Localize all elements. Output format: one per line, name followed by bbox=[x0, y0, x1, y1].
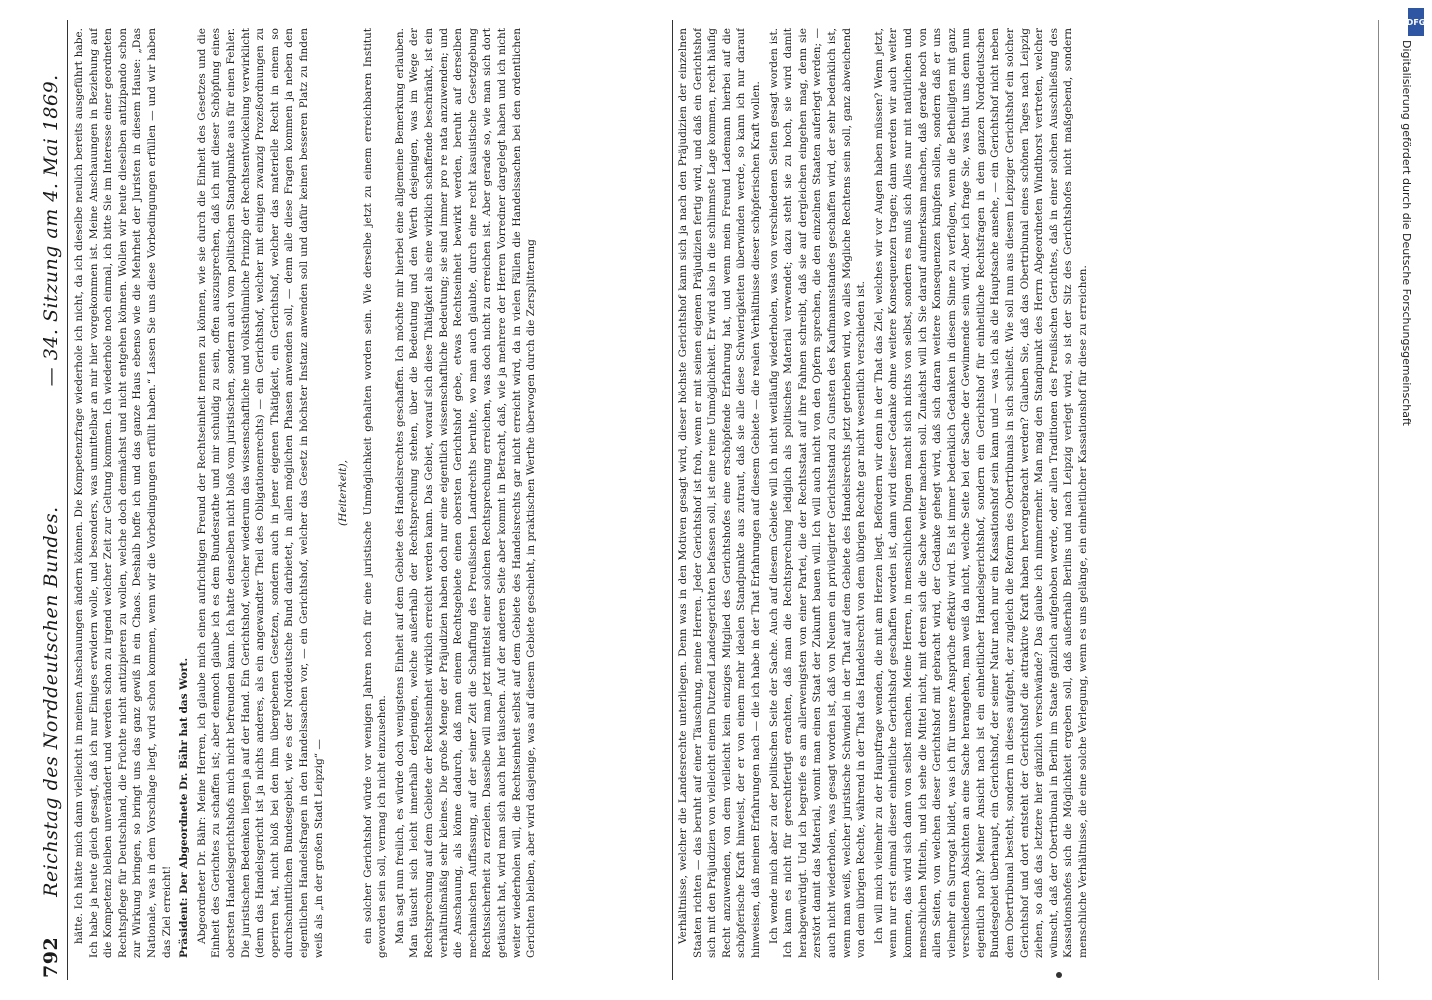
speaker-line: Präsident: Der Abgeordnete Dr. Bähr hat das Wort. bbox=[178, 657, 191, 958]
column-rule-left bbox=[67, 20, 68, 980]
paragraph: Ich will mich vielmehr zu der Hauptfrage wenden, die mit am Herzen liegt. Befördern wir denn in der That das Ziel, welches wir vor Augen haben müssen? Wenn jetzt, wenn nur erst einmal dieser einheitliche Gerichtshof geschaffen worden ist, dann wird dieser Gedanke ohne weitere Konsequenzen tragen; dann werden wir auch weiter kommen, das wird sich dann von selbst machen. Meine Herren, in menschlichen Dingen macht sich nichts von selbst, sondern es muß sich Alles nur mit natürlichen und menschlichen Mitteln, und ich sehe die Mittel nicht, mit deren sich die Sache weiter machen soll. Zunächst will ich Sie darauf aufmerksam machen, daß gerade noch von allen Seiten, von welchen dieser Gerichtshof mit gebracht wird, der Gedanke gehegt wird, daß sich daran weitere Konsequenzen knüpfen sollen, sondern daß er uns vielmehr ein Surrogat bildet, was ich für unsere Ansprüche effektiv wird. Es ist immer bedenklich Gedanken in diesem Sinne zu verfolgen, wenn die Betheiligten mit ganz verschiedenen Absichten an eine Sache herangehen, man weiß da nicht, welche Seite bei der Sache der Gewinnende sein wird. Aber ich frage Sie, was thut uns denn nun eigentlich noth? Meiner Ansicht nach ist ein einheitlicher Handelsgerichtshof, sondern ein Gerichtshof für einheitliche Rechtsfragen in dem ganzen Norddeutschen Bundesgebiet überhaupt, ein Gerichtshof, der seiner Natur nach nur ein Kassationshof sein kann und — was ich als die Hauptsache ansehe, — ein Gerichtshof nicht neben dem Obertribunal besteht, sondern in dieses aufgeht, der zugleich die Reform des Obertribunals in sich schließt. Wie soll nun aus diesem Leipziger Gerichtshof ein solcher Gerichtshof und dort entsteht der Gerichtshof die attraktive Kraft haben hervorgebracht werden? Glauben Sie, daß das Obertribunal eines schönen Tages nach Leipzig ziehen, so daß das letztere hier gänzlich verschwände? Das glaube ich nimmermehr. Man mag den Standpunkt des Herrn Abgeordneten Windthorst vertreten, welcher wünscht, daß der Obertribunal in Berlin im Staate gänzlich aufgehoben werde, oder allen Traditionen des Preußischen Gerichtes, daß in einer solchen Ausschließung des Kassationshofes sich die Möglichkeit ergeben soll, daß außerhalb Berlins und nach Leipzig verlegt wird, so ist der Sitz des Gerichtshofes nicht maßgebend, sondern menschliche Verhältnisse, die eine solche Verlegung, wenn es uns gelänge, ein einheitlicher Kassationshof für diese zu erreichen. bbox=[872, 28, 1090, 958]
left-text-column bbox=[72, 28, 664, 958]
paragraph: Ich wende mich aber zu der politischen Seite der Sache. Auch auf diesem Gebiete will ich nicht weitläufig wiederholen, was von verschiedenen Seiten gesagt worden ist. Ich kann es nicht für gerechtfertigt erachten, daß man die Rechtsprechung lediglich als politisches Material verwendet; dazu steht sie zu hoch, sie wird damit herabgewürdigt. Und ich begreife es am allerwenigsten von einer Partei, die der Rechtsstaat auf ihre Fahnen schreibt, daß sie auf dergleichen eingehen mag, denn sie zerstört damit das Material, womit man einen Staat der Zukunft bauen will. Ich will auch nicht von den Opfern sprechen, die den einzelnen Staaten auferlegt werden; — auch nicht wiederholen, was gesagt worden ist, daß von Neuem ein privilegirter Gerichtsstand zu Gunsten des Kaufmannsstandes geschaffen wird, der sehr bedenklich ist, wenn man weiß, welcher juristische Schwindel in der That auf dem Gebiete des Handelsrechts jetzt getrieben wird, wo alles Mögliche Rechtens sein soll, ganz abweichend von dem übrigen Rechte, während in der That das Handelsrecht von dem übrigen Rechte gar nicht wesentlich verschieden ist. bbox=[767, 28, 868, 958]
column-rule-right bbox=[1378, 20, 1379, 980]
dfg-logo: DFG bbox=[1408, 8, 1424, 36]
right-text-column bbox=[676, 28, 1376, 958]
paragraph: hätte. Ich hätte mich dann vielleicht in meinen Anschauungen ändern können. Die Kompetenzfrage wiederhole ich nicht, da ich dieselbe neulich bereits ausgeführt habe. Ich habe ja heute gleich gesagt, daß ich nur Einiges erwidern wolle, und besonders, was unmittelbar an mir hier vorgekommen ist. Meine Anschauungen in Beziehung auf die Kompetenz bleiben unverändert und werden schon zu irgend welcher Zeit zur Geltung kommen. Ich wiederhole noch einmal, ich bitte Sie im Interesse einer geordneten Rechtspflege für Deutschland, die Früchte nicht antizipieren zu wollen, welche doch demnächst und nicht entgehen können. Wollen wir heute dieselben antizipando schon zur Wirkung bringen, so bringt uns das ganz gewiß in ein Chaos. Deshalb hoffe ich und das ganze Haus ebenso wie die Mehrheit der Juristen in diesem Hause: „Das Nationale, was in dem Vorschlage liegt, wird schon kommen, wenn wir die Vorbedingungen erfüllt haben.“ Lassen Sie uns diese Vorbedingungen erfüllen — und wir haben das Ziel erreicht! bbox=[73, 28, 173, 958]
publication-title: Reichstag des Norddeutschen Bundes. bbox=[40, 506, 62, 897]
paragraph: ein solcher Gerichtshof würde vor wenigen Jahren noch für eine juristische Unmöglichkeit gehalten worden sein. Wie derselbe jetzt zu einem erreichbaren Institut geworden sein soll, vermag ich nicht einzusehen. bbox=[361, 28, 389, 958]
paragraph: Abgeordneter Dr. Bähr: Meine Herren, ich glaube mich einen aufrichtigen Freund der Rechtseinheit nennen zu können, wie sie durch die Einheit des Gesetzes und die Einheit des Gerichtes zu schaffen ist; aber dennoch glaube ich es dem Bundesrathe und mir schuldig zu sein, offen auszusprechen, daß ich mit dieser Schöpfung eines obersten Handelsgerichtshofs mich nicht befreunden kann. Ich hatte denselben nicht bloß vom juristischen, sondern auch vom politischen Standpunkte aus für einen Fehler. Die juristischen Bedenken liegen ja auf der Hand. Ein Gerichtshof, welcher wiederum das wissenschaftliche und volksthümliche Prinzip der Rechtsentwickelung verwirklicht (denn das Handelsgericht ist ja nichts anderes, als ein angewandter Theil des Obligationenrechts) — ein Gerichtshof, welcher mit einigen zwanzig Prozeßordnungen zu operiren hat, nicht bloß bei den ihm übergebenen Gesetzen, sondern auch in jener eigenen Thätigkeit, ein Gerichtshof, welcher das materielle Recht in einem so durchschnittlichen Bundesgebiet, wie es der Norddeutsche Bund darbietet, in allen möglichen Phasen anwenden soll, — denn alle diese Fragen kommen ja neben den eigentlichen Handelsfragen in den Handelssachen vor, — ein Gerichtshof, welcher das Gesetz in höchster Instanz anwenden soll und dafür keinen besseren Platz zu finden weiß als „in der großen Stadt Leipzig“ — bbox=[195, 28, 325, 958]
interjection: (Heiterkeit), bbox=[337, 460, 350, 526]
page-number: 792 bbox=[40, 936, 62, 978]
digitalization-note bbox=[1392, 40, 1422, 960]
digitalization-text: Digitalisierung gefördert durch die Deutsche Forschungsgemeinschaft bbox=[1400, 40, 1414, 426]
scan-speck bbox=[1056, 972, 1062, 978]
column-rule-middle bbox=[672, 20, 673, 980]
session-date: — 34. Sitzung am 4. Mai 1869. bbox=[40, 74, 62, 387]
paragraph: Man sagt nun freilich, es würde doch wenigstens Einheit auf dem Gebiete des Handelsrechtes geschaffen. Ich möchte mir hierbei eine allgemeine Bemerkung erlauben. Man täuscht sich leicht innerhalb derjenigen, welche außerhalb der Rechtsprechung stehen, über die Bedeutung und den Werth desjenigen, was im Wege der Rechtsprechung auf dem Gebiete der Rechtseinheit wirklich erreicht werden kann. Das Gebiet, worauf sich diese Thätigkeit als eine wirklich schaffende beschränkt, ist ein verhältnißmäßig sehr kleines. Die große Menge der Präjudizien haben doch nur eine eigentlich wissenschaftliche Bedeutung; sie sind immer pro re nata anzuwenden; und die Anschauung, als könne dadurch, daß man einem Rechtsgebiete einen obersten Gerichtshof gebe, etwas Rechtseinheit bewirkt werden, beruht auf derselben mechanischen Auffassung, auf der seiner Zeit die Schaffung des Preußischen Landrechts beruhte, wo man auch glaubte, durch eine recht kasuistische Gesetzgebung Rechtssicherheit zu erzielen. Dasselbe will man jetzt mittelst einer solchen Rechtsprechung erreichen, was doch nicht zu erreichen ist. Aber gerade so, wie man sich dort getäuscht hat, wird man sich auch hier täuschen. Auf der anderen Seite aber kommt in Betracht, daß, wie ja mehrere der Herren Vorredner dargelegt haben und ich nicht weiter wiederholen will, die Rechtseinheit selbst auf dem Gebiete des Handelsrechts gar nicht erreicht wird, da in vielen Fällen die Handelssachen bei den ordentlichen Gerichten bleiben, aber wird dasjenige, was auf diesem Gebiete geschieht, in praktischen Werthe überwogen durch die Zersplitterung bbox=[393, 28, 538, 958]
page-header bbox=[38, 18, 64, 978]
paragraph: Verhältnisse, welcher die Landesrechte unterliegen. Denn was in den Motiven gesagt wird, dieser höchste Gerichtshof kann sich ja nach den Präjudizien der einzelnen Staaten richten — das beruht auf einer Täuschung, meine Herren. Jeder Gerichtshof ist froh, wenn er mit seinen eigenen Präjudizien fertig wird, und daß ein Gerichtshof sich mit den Präjudizien von vielleicht einem Dutzend Landesgerichten befassen soll, ist eine reine Unmöglichkeit. Er wird also in die schlimmste Lage kommen, recht häufig Recht anzuwenden, von dem vielleicht kein einziges Mitglied des Gerichtshofes eine erschöpfende Erfahrung hat, und wenn mein Freund Lademann hierbei auf die schöpferische Kraft hinweist, der er von einem mehr idealen Standpunkte aus zutraut, daß sie alle diese Schwierigkeiten überwinden werde, so kann ich nur darauf hinweisen, daß meinen Erfahrungen nach — die ich habe in der That Erfahrungen auf diesem Gebiete — die realen Verhältnisse dieser schöpferischen Kraft wollen. bbox=[677, 28, 762, 958]
